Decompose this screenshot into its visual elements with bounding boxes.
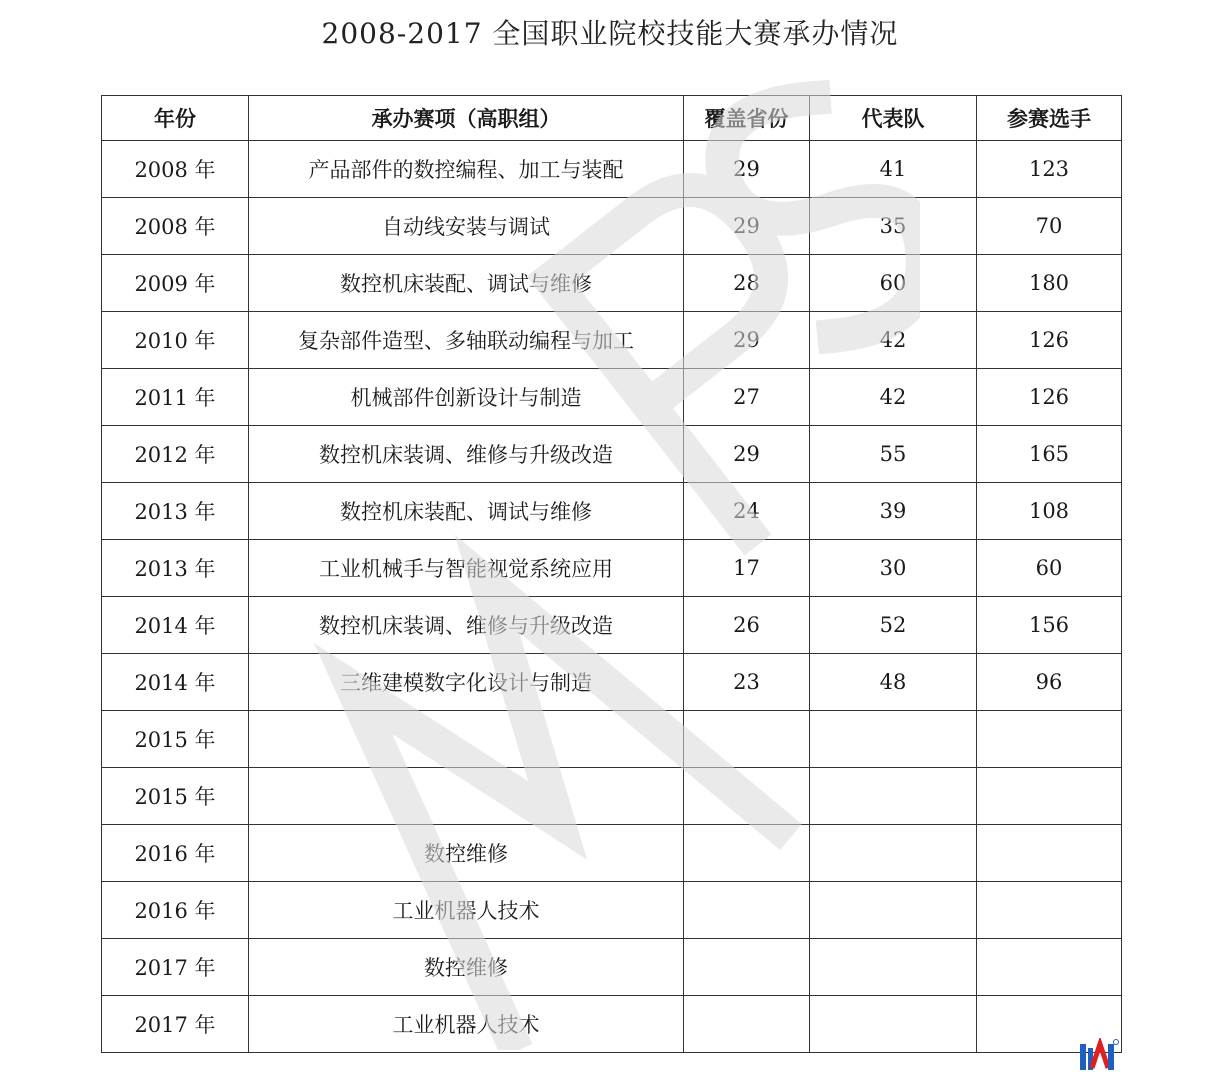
cell-provinces: 29 [684,141,810,198]
cell-teams [810,996,977,1053]
cell-players: 96 [977,654,1122,711]
cell-year: 2009 年 [102,255,249,312]
cell-event: 自动线安装与调试 [249,198,684,255]
cell-players: 165 [977,426,1122,483]
cell-provinces: 27 [684,369,810,426]
cell-players: 156 [977,597,1122,654]
table-row [102,312,1122,369]
cell-event: 产品部件的数控编程、加工与装配 [249,141,684,198]
cell-year: 2014 年 [102,597,249,654]
table-row [102,825,1122,882]
cell-year: 2011 年 [102,369,249,426]
table-row [102,141,1122,198]
cell-teams: 39 [810,483,977,540]
table-row [102,597,1122,654]
cell-teams: 41 [810,141,977,198]
table-row [102,540,1122,597]
cell-teams [810,711,977,768]
cell-year: 2015 年 [102,768,249,825]
cell-event: 数控机床装调、维修与升级改造 [249,426,684,483]
cell-teams: 60 [810,255,977,312]
cell-teams [810,939,977,996]
cell-event: 工业机械手与智能视觉系统应用 [249,540,684,597]
cell-players [977,939,1122,996]
cell-event [249,768,684,825]
cell-event: 工业机器人技术 [249,882,684,939]
cell-players: 70 [977,198,1122,255]
header-event: 承办赛项（高职组） [249,96,684,141]
cell-provinces [684,768,810,825]
cell-year: 2017 年 [102,996,249,1053]
table-body [102,141,1122,1053]
cell-provinces: 29 [684,312,810,369]
cell-teams [810,768,977,825]
cell-teams: 48 [810,654,977,711]
table-row [102,711,1122,768]
table-row [102,369,1122,426]
cell-provinces: 17 [684,540,810,597]
table-row [102,996,1122,1053]
cell-teams: 42 [810,312,977,369]
cell-provinces [684,711,810,768]
cell-players [977,768,1122,825]
competition-table [101,95,1122,1053]
cell-players: 108 [977,483,1122,540]
cell-event: 数控机床装配、调试与维修 [249,483,684,540]
header-players: 参赛选手 [977,96,1122,141]
cell-teams: 35 [810,198,977,255]
cell-year: 2013 年 [102,540,249,597]
cell-year: 2014 年 [102,654,249,711]
header-teams: 代表队 [810,96,977,141]
cell-year: 2015 年 [102,711,249,768]
cell-provinces: 23 [684,654,810,711]
cell-provinces: 26 [684,597,810,654]
cell-year: 2008 年 [102,198,249,255]
cell-players [977,825,1122,882]
cell-year: 2008 年 [102,141,249,198]
cell-event: 数控机床装配、调试与维修 [249,255,684,312]
cell-players: 123 [977,141,1122,198]
table-row [102,939,1122,996]
cell-provinces [684,939,810,996]
cell-event: 复杂部件造型、多轴联动编程与加工 [249,312,684,369]
table-row [102,426,1122,483]
cell-teams: 55 [810,426,977,483]
cell-provinces [684,825,810,882]
table-row [102,255,1122,312]
cell-teams: 52 [810,597,977,654]
cell-year: 2013 年 [102,483,249,540]
table-row [102,483,1122,540]
cell-provinces: 29 [684,426,810,483]
cell-event: 数控维修 [249,939,684,996]
table-row [102,882,1122,939]
header-year: 年份 [102,96,249,141]
cell-event: 工业机器人技术 [249,996,684,1053]
cell-year: 2016 年 [102,825,249,882]
cell-provinces [684,996,810,1053]
cell-teams: 30 [810,540,977,597]
cell-teams [810,882,977,939]
cell-provinces: 24 [684,483,810,540]
competition-table-container [101,95,1121,1053]
cell-players: 60 [977,540,1122,597]
table-header-row [102,96,1122,141]
cell-event: 数控维修 [249,825,684,882]
cell-players [977,711,1122,768]
brand-logo-icon [1078,1038,1120,1072]
cell-players: 126 [977,312,1122,369]
cell-year: 2010 年 [102,312,249,369]
table-row [102,654,1122,711]
cell-provinces [684,882,810,939]
cell-players: 126 [977,369,1122,426]
cell-players: 180 [977,255,1122,312]
cell-provinces: 29 [684,198,810,255]
cell-teams: 42 [810,369,977,426]
cell-year: 2012 年 [102,426,249,483]
page-title: 2008-2017 全国职业院校技能大赛承办情况 [321,17,899,50]
cell-year: 2016 年 [102,882,249,939]
cell-provinces: 28 [684,255,810,312]
cell-year: 2017 年 [102,939,249,996]
cell-teams [810,825,977,882]
cell-event: 三维建模数字化设计与制造 [249,654,684,711]
cell-event [249,711,684,768]
cell-event: 机械部件创新设计与制造 [249,369,684,426]
header-provinces: 覆盖省份 [684,96,810,141]
cell-event: 数控机床装调、维修与升级改造 [249,597,684,654]
table-row [102,768,1122,825]
cell-players [977,882,1122,939]
table-row [102,198,1122,255]
